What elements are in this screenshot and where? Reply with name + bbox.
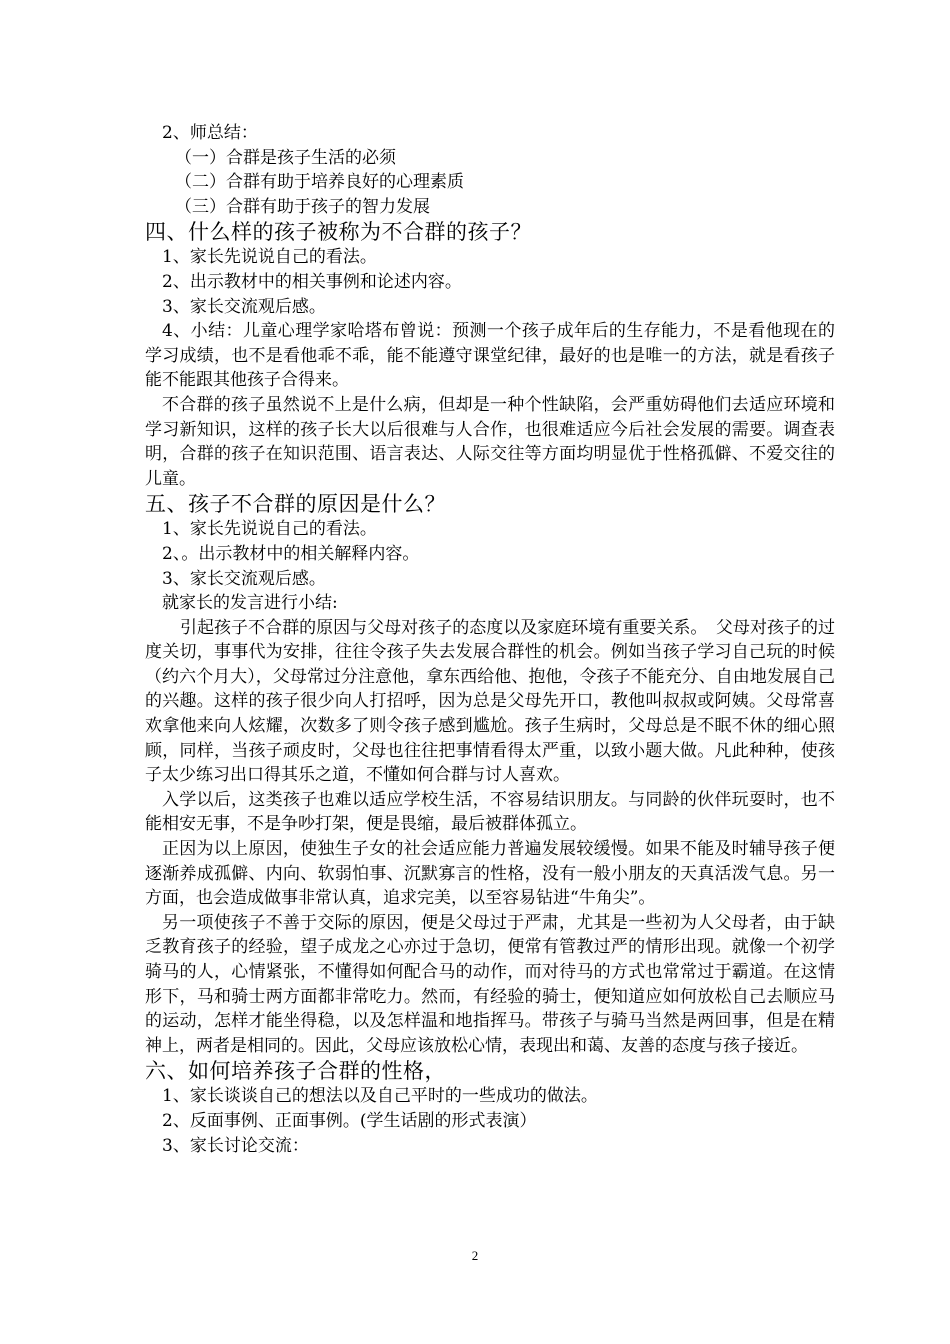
paragraph: 入学以后，这类孩子也难以适应学校生活，不容易结识朋友。与同龄的伙伴玩耍时，也不能相安无事，不是争吵打架，便是畏缩，最后被群体孤立。 [145, 789, 835, 835]
paragraph: 另一项使孩子不善于交际的原因，便是父母过于严肃，尤其是一些初为人父母者，由于缺乏教育孩子的经验，望子成龙之心亦过于急切，便常有管教过严的情形出现。就像一个初学骑马的人，心情紧张，不懂得如何配合马的动作，而对待马的方式也常常过于霸道。在这情形下，马和骑士两方面都非常吃力。然而，有经验的骑士，便知道应如何放松自己去顺应马的运动，怎样才能坐得稳，以及怎样温和地指挥马。带孩子与骑马当然是两回事，但是在精神上，两者是相同的。因此，父母应该放松心情，表现出和蔼、友善的态度与孩子接近。 [145, 912, 835, 1056]
list-item: 2、。出示教材中的相关解释内容。 [162, 543, 420, 564]
section-heading-5: 五、孩子不合群的原因是什么？ [145, 492, 446, 517]
summary-point: （三）合群有助于孩子的智力发展 [175, 196, 430, 217]
paragraph: 不合群的孩子虽然说不上是什么病，但却是一种个性缺陷，会严重妨碍他们去适应环境和学习新知识，这样的孩子长大以后很难与人合作，也很难适应今后社会发展的需要。调查表明，合群的孩子在知识范围、语言表达、人际交往等方面均明显优于性格孤僻、不爱交往的儿童。 [145, 394, 835, 489]
summary-point: （二）合群有助于培养良好的心理素质 [175, 172, 464, 193]
summary-point: （一）合群是孩子生活的必须 [175, 147, 396, 168]
list-item: 3、家长交流观后感。 [162, 296, 326, 317]
section-heading-4: 四、什么样的孩子被称为不合群的孩子？ [145, 220, 532, 245]
list-item: 3、家长交流观后感。 [162, 568, 326, 589]
section-heading-6: 六、如何培养孩子合群的性格， [145, 1059, 446, 1084]
list-item: 1、家长先说说自己的看法。 [162, 247, 377, 268]
list-item: 就家长的发言进行小结: [162, 593, 338, 614]
paragraph: 引起孩子不合群的原因与父母对孩子的态度以及家庭环境有重要关系。 父母对孩子的过度关切，事事代为安排，往往令孩子失去发展合群性的机会。例如当孩子学习自己玩的时候（约六个月大），父母常过分注意他，拿东西给他、抱他，令孩子不能充分、自由地发展自己的兴趣。这样的孩子很少向人打招呼，因为总是父母先开口，教他叫叔叔或阿姨。父母常喜欢拿他来向人炫耀，次数多了则令孩子感到尴尬。孩子生病时，父母总是不眠不休的细心照顾，同样，当孩子顽皮时，父母也往往把事情看得太严重，以致小题大做。凡此种种，使孩子太少练习出口得其乐之道，不懂如何合群与讨人喜欢。 [145, 617, 835, 786]
summary-heading: 2、师总结： [162, 123, 258, 143]
list-item: 2、出示教材中的相关事例和论述内容。 [162, 271, 462, 292]
list-item: 3、家长讨论交流： [162, 1135, 309, 1156]
paragraph: 正因为以上原因，使独生子女的社会适应能力普遍发展较缓慢。如果不能及时辅导孩子便逐渐养成孤僻、内向、软弱怕事、沉默寡言的性格，没有一般小朋友的天真活泼气息。另一方面，也会造成做事非常认真，追求完美，以至容易钻进“牛角尖”。 [145, 839, 835, 909]
list-item: 1、家长先说说自己的看法。 [162, 519, 377, 540]
page-number: 2 [471, 1248, 479, 1263]
list-item: 1、家长谈谈自己的想法以及自己平时的一些成功的做法。 [162, 1086, 598, 1107]
list-item: 2、反面事例、正面事例。(学生话剧的形式表演） [162, 1110, 537, 1131]
paragraph: 4、小结：儿童心理学家哈塔布曾说：预测一个孩子成年后的生存能力，不是看他现在的学习成绩，也不是看他乖不乖，能不能遵守课堂纪律，最好的也是唯一的方法，就是看孩子能不能跟其他孩子合得来。 [145, 321, 835, 391]
page-content [145, 121, 835, 1158]
